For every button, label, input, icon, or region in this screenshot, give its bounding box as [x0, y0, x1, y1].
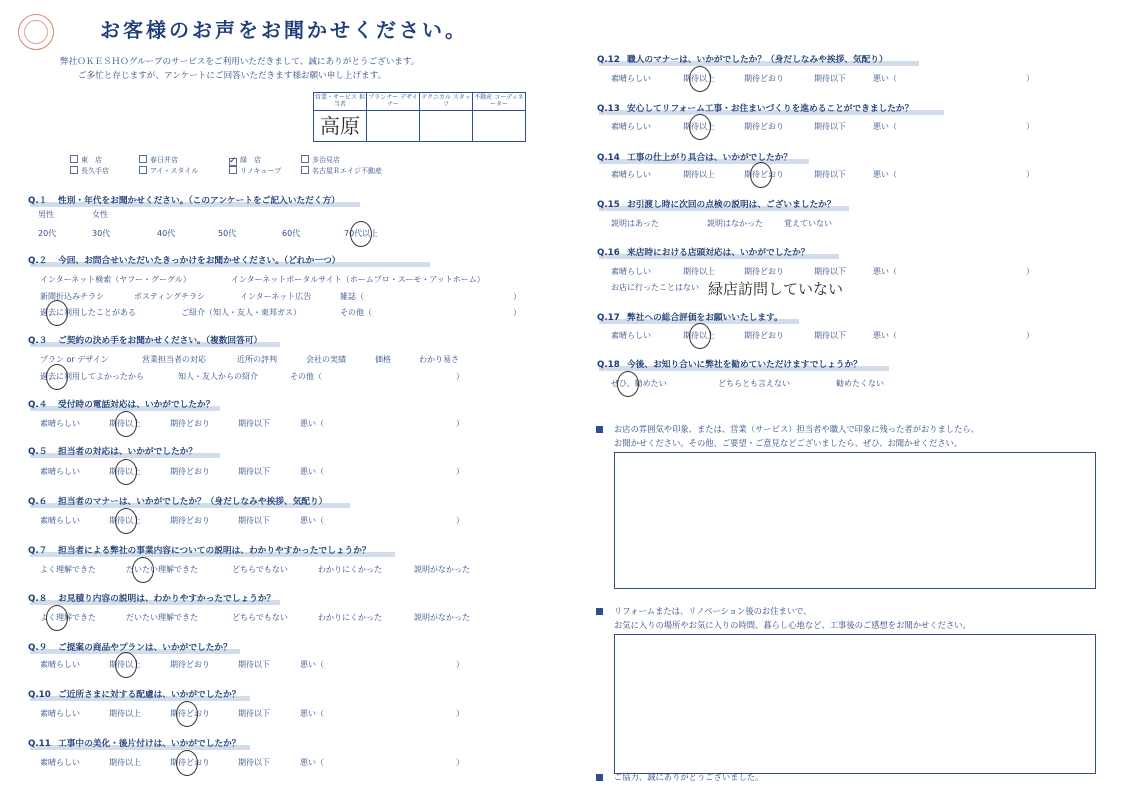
question-number: Q.９	[28, 643, 48, 653]
answer-option[interactable]: 知人・友人からの紹介	[178, 372, 258, 381]
staff-name-cell[interactable]	[367, 111, 420, 142]
answer-option[interactable]: 説明はなかった	[707, 219, 763, 228]
answer-option[interactable]: 期待以上	[109, 467, 141, 476]
question-text: 弊社への総合評価をお願いいたします。	[627, 313, 783, 323]
question-number: Q.８	[28, 594, 48, 604]
store-option-label: 緑 店	[240, 156, 261, 164]
question-number: Q.17	[597, 313, 620, 323]
staff-table	[313, 92, 526, 142]
hand-drawn-circle	[176, 750, 198, 776]
answer-option[interactable]: 期待以上	[683, 267, 715, 276]
question-heading	[28, 737, 240, 749]
bullet-square	[596, 426, 603, 433]
question-number: Q.７	[28, 546, 48, 556]
checkbox[interactable]	[70, 155, 78, 163]
question-text: 性別・年代をお聞かせください。（このアンケートをご記入いただく方）	[58, 196, 340, 206]
question-heading	[28, 334, 262, 346]
answer-option[interactable]: 素晴らしい	[611, 331, 651, 340]
question-number: Q.４	[28, 400, 48, 410]
footer-thanks: ご協力、誠にありがとうございました。	[614, 772, 764, 782]
question-number: Q.５	[28, 447, 48, 457]
intro-line-1: 弊社ＯＫＥＳＨＯグループのサービスをご利用いただきまして、誠にありがとうございます。	[60, 57, 420, 67]
answer-option[interactable]: ）	[456, 372, 464, 381]
answer-option[interactable]: 期待どおり	[170, 419, 210, 428]
answer-option[interactable]: 説明がなかった	[414, 565, 470, 574]
answer-option[interactable]: 期待以上	[683, 170, 715, 179]
store-option[interactable]	[139, 155, 178, 165]
question-text: 安心してリフォーム工事・お住まいづくりを進めることができましたか？	[627, 104, 914, 114]
store-option-label: 名古屋Ｒエイジ不動産	[312, 167, 382, 175]
checkbox[interactable]	[70, 166, 78, 174]
store-option-label: 春日井店	[150, 156, 178, 164]
question-text: お見積り内容の説明は、わかりやすかったでしょうか？	[58, 594, 276, 604]
question-text: 今回、お問合せいただいたきっかけをお聞かせください。（どれか一つ）	[58, 256, 341, 266]
hanko-stamp	[18, 14, 54, 50]
staff-name-cell[interactable]	[473, 111, 526, 142]
bullet-square	[596, 774, 603, 781]
answer-option[interactable]: その他（	[290, 372, 322, 381]
question-text: 担当者の対応は、いかがでしたか？	[58, 447, 197, 457]
answer-option[interactable]: 悪い（	[873, 122, 897, 131]
checkbox[interactable]	[139, 155, 147, 163]
answer-option[interactable]: 説明はあった	[611, 219, 659, 228]
answer-option[interactable]: 期待以下	[238, 419, 270, 428]
checkbox[interactable]	[139, 166, 147, 174]
question-number: Q.18	[597, 360, 620, 370]
store-option-label: 長久手店	[81, 167, 109, 175]
answer-option[interactable]: その他（	[340, 308, 372, 317]
answer-option[interactable]: 期待どおり	[744, 170, 784, 179]
page-title: お客様のお声をお聞かせください。	[100, 18, 468, 42]
answer-option[interactable]: 悪い（	[300, 709, 324, 718]
answer-option[interactable]: 覚えていない	[784, 219, 832, 228]
answer-option[interactable]: 価格	[375, 355, 391, 364]
answer-option[interactable]: ポスティングチラシ	[134, 292, 206, 301]
question-number: Q.12	[597, 55, 620, 65]
answer-option[interactable]: 期待以下	[814, 170, 846, 179]
answer-option[interactable]: 60代	[282, 229, 301, 238]
store-option[interactable]	[301, 155, 340, 165]
answer-option[interactable]: 期待以下	[814, 267, 846, 276]
hand-drawn-circle	[115, 652, 137, 678]
answer-option[interactable]: 期待以上	[683, 331, 715, 340]
answer-option[interactable]: 期待以上	[683, 74, 715, 83]
store-option[interactable]	[301, 166, 382, 176]
store-option-label: リノキューブ	[240, 167, 282, 175]
question-number: Q.６	[28, 497, 48, 507]
answer-option[interactable]: 過去に利用してよかったから	[40, 372, 144, 381]
answer-option[interactable]: お店に行ったことはない	[611, 283, 699, 292]
answer-option[interactable]: 男性	[38, 210, 54, 219]
question-heading	[28, 688, 240, 700]
question-heading	[28, 194, 340, 206]
checkbox[interactable]	[301, 155, 309, 163]
hand-drawn-circle	[689, 66, 711, 92]
answer-option[interactable]: 悪い（	[300, 758, 324, 767]
hand-drawn-circle	[689, 323, 711, 349]
answer-option[interactable]: 過去に利用したことがある	[40, 308, 136, 317]
answer-option[interactable]: ）	[456, 758, 464, 767]
handwritten-staff-name: 高原	[320, 114, 360, 138]
question-heading	[28, 445, 197, 457]
answer-option[interactable]: ぜひ、勧めたい	[611, 379, 667, 388]
question-heading	[28, 254, 340, 266]
answer-option[interactable]: 素晴らしい	[40, 419, 80, 428]
answer-option[interactable]: インターネット検索（ヤフー・グーグル）	[40, 275, 191, 284]
answer-option[interactable]: ）	[513, 308, 521, 317]
question-text: 受付時の電話対応は、いかがでしたか？	[58, 400, 215, 410]
comment-1-line-2: お聞かせください。その他、ご要望・ご意見などございましたら、ぜひ、お聞かせください。	[614, 438, 963, 448]
answer-option[interactable]: 期待以上	[109, 516, 141, 525]
store-option-label: アイ・スタイル	[150, 167, 199, 175]
store-option[interactable]	[229, 155, 261, 166]
question-text: 担当者のマナーは、いかがでしたか？（身だしなみや挨拶、気配り）	[58, 497, 328, 507]
checkbox[interactable]	[301, 166, 309, 174]
question-number: Q.３	[28, 336, 48, 346]
store-option[interactable]	[139, 166, 198, 176]
question-text: ご提案の商品やプランは、いかがでしたか？	[58, 643, 232, 653]
hand-drawn-circle	[46, 605, 68, 631]
answer-option[interactable]: プラン or デザイン	[40, 355, 109, 364]
question-text: 来店時における店頭対応は、いかがでしたか？	[627, 248, 810, 258]
question-text: 今後、お知り合いに弊社を勧めていただけますでしょうか？	[627, 360, 862, 370]
answer-option[interactable]: ）	[456, 709, 464, 718]
question-heading	[28, 398, 214, 410]
question-number: Q.13	[597, 104, 620, 114]
answer-option[interactable]: ）	[1026, 331, 1034, 340]
answer-option[interactable]: だいたい理解できた	[126, 613, 198, 622]
answer-option[interactable]: どちらとも言えない	[718, 379, 790, 388]
store-option[interactable]	[70, 155, 102, 165]
question-number: Q.２	[28, 256, 48, 266]
answer-option[interactable]: ）	[1026, 122, 1034, 131]
answer-option[interactable]: ）	[1026, 170, 1034, 179]
answer-option[interactable]: 期待どおり	[170, 516, 210, 525]
answer-option[interactable]: 期待以上	[109, 419, 141, 428]
answer-option[interactable]: ）	[1026, 74, 1034, 83]
handwritten-note: 緑店訪問していない	[708, 280, 844, 298]
staff-name-cell[interactable]	[314, 111, 367, 142]
answer-option[interactable]: 悪い（	[300, 516, 324, 525]
answer-option[interactable]: 期待どおり	[170, 467, 210, 476]
checkbox[interactable]	[229, 166, 237, 174]
answer-option[interactable]: 近所の評判	[237, 355, 277, 364]
answer-option[interactable]: ）	[513, 292, 521, 301]
answer-option[interactable]: ）	[456, 516, 464, 525]
answer-option[interactable]: 70代以上	[344, 229, 379, 238]
answer-option[interactable]: 素晴らしい	[40, 516, 80, 525]
answer-option[interactable]: 期待以上	[109, 660, 141, 669]
question-heading	[597, 198, 836, 210]
answer-option[interactable]: 雑誌（	[340, 292, 364, 301]
answer-option[interactable]: 悪い（	[300, 467, 324, 476]
answer-option[interactable]: 素晴らしい	[40, 709, 80, 718]
hand-drawn-circle	[176, 701, 198, 727]
answer-option[interactable]: 期待以下	[238, 758, 270, 767]
answer-option[interactable]: 30代	[92, 229, 111, 238]
store-option-label: 東 店	[81, 156, 102, 164]
answer-option[interactable]: ）	[1026, 267, 1034, 276]
comment-1-box[interactable]	[614, 452, 1096, 589]
answer-option[interactable]: どちらでもない	[232, 565, 288, 574]
answer-option[interactable]: 期待以上	[683, 122, 715, 131]
staff-header: プランナー デザイナー	[367, 93, 420, 111]
question-text: ご契約の決め手をお聞かせください。（複数回答可）	[58, 336, 263, 346]
answer-option[interactable]: 会社の実績	[306, 355, 346, 364]
answer-option[interactable]: 期待どおり	[744, 74, 784, 83]
answer-option[interactable]: ）	[456, 467, 464, 476]
answer-option[interactable]: 素晴らしい	[611, 74, 651, 83]
question-heading	[597, 358, 862, 370]
hand-drawn-circle	[617, 371, 639, 397]
question-text: 職人のマナーは、いかがでしたか？（身だしなみや挨拶、気配り）	[627, 55, 888, 65]
answer-option[interactable]: 期待以下	[238, 516, 270, 525]
answer-option[interactable]: 悪い（	[873, 267, 897, 276]
answer-option[interactable]: 素晴らしい	[40, 758, 80, 767]
question-number: Q.11	[28, 739, 51, 749]
intro-line-2: ご多忙と存じますが、アンケートにご回答いただきます様お願い申し上げます。	[78, 71, 387, 81]
answer-option[interactable]: よく理解できた	[40, 565, 96, 574]
question-text: 担当者による弊社の事業内容についての説明は、わかりやすかったでしょうか？	[58, 546, 371, 556]
answer-option[interactable]: 素晴らしい	[611, 267, 651, 276]
question-text: 工事中の美化・後片付けは、いかがでしたか？	[58, 739, 241, 749]
answer-option[interactable]: 期待どおり	[170, 709, 210, 718]
question-heading	[597, 53, 888, 65]
answer-option[interactable]: 素晴らしい	[611, 170, 651, 179]
question-heading	[597, 102, 913, 114]
question-heading	[28, 592, 275, 604]
hand-drawn-circle	[115, 459, 137, 485]
answer-option[interactable]: 悪い（	[873, 74, 897, 83]
answer-option[interactable]: 期待どおり	[744, 122, 784, 131]
question-text: お引渡し時に次回の点検の説明は、ございましたか？	[627, 200, 836, 210]
answer-option[interactable]: ）	[456, 419, 464, 428]
staff-header: 不動産 コーディネーター	[473, 93, 526, 111]
hand-drawn-circle	[115, 508, 137, 534]
answer-option[interactable]: わかり易さ	[419, 355, 459, 364]
question-heading	[28, 495, 327, 507]
answer-option[interactable]: 期待以上	[109, 709, 141, 718]
comment-1-line-1: お店の雰囲気や印象、または、営業（サービス）担当者や職人で印象に残った者がおりましたら、	[614, 424, 980, 434]
comment-2-line-2: お気に入りの場所やお気に入りの時間、暮らし心地など、工事後のご感想をお聞かせください。	[614, 620, 971, 630]
answer-option[interactable]: 素晴らしい	[40, 467, 80, 476]
answer-option[interactable]: 悪い（	[873, 170, 897, 179]
answer-option[interactable]: 期待どおり	[170, 660, 210, 669]
hand-drawn-circle	[46, 364, 68, 390]
question-heading	[597, 246, 809, 258]
answer-option[interactable]: 悪い（	[873, 331, 897, 340]
answer-option[interactable]: 期待どおり	[170, 758, 210, 767]
answer-option[interactable]: 勧めたくない	[836, 379, 884, 388]
staff-header: テクニカル スタッフ	[420, 93, 473, 111]
question-text: 工事の仕上がり具合は、いかがでしたか？	[627, 153, 793, 163]
answer-option[interactable]: だいたい理解できた	[126, 565, 198, 574]
answer-option[interactable]: 期待以下	[814, 331, 846, 340]
answer-option[interactable]: インターネット広告	[240, 292, 312, 301]
answer-option[interactable]: わかりにくかった	[318, 565, 382, 574]
answer-option[interactable]: わかりにくかった	[318, 613, 382, 622]
answer-option[interactable]: 期待以下	[238, 467, 270, 476]
answer-option[interactable]: 素晴らしい	[40, 660, 80, 669]
answer-option[interactable]: ご紹介（知人・友人・東邦ガス）	[181, 308, 301, 317]
answer-option[interactable]: 20代	[38, 229, 57, 238]
question-number: Q.10	[28, 690, 51, 700]
checkbox[interactable]: ✓	[229, 156, 237, 166]
answer-option[interactable]: 期待以下	[814, 122, 846, 131]
answer-option[interactable]: 悪い（	[300, 419, 324, 428]
hand-drawn-circle	[46, 300, 68, 326]
hand-drawn-circle	[115, 411, 137, 437]
answer-option[interactable]: 期待以下	[814, 74, 846, 83]
answer-option[interactable]: よく理解できた	[40, 613, 96, 622]
answer-option[interactable]: 営業担当者の対応	[142, 355, 206, 364]
question-heading	[597, 311, 783, 323]
question-heading	[28, 641, 232, 653]
question-number: Q.14	[597, 153, 620, 163]
answer-option[interactable]: 期待以下	[238, 709, 270, 718]
answer-option[interactable]: 期待どおり	[744, 267, 784, 276]
question-number: Q.15	[597, 200, 620, 210]
store-option-label: 多治見店	[312, 156, 340, 164]
answer-option[interactable]: 40代	[157, 229, 176, 238]
answer-option[interactable]: 期待どおり	[744, 331, 784, 340]
answer-option[interactable]: 期待以上	[109, 758, 141, 767]
answer-option[interactable]: 50代	[218, 229, 237, 238]
answer-option[interactable]: 素晴らしい	[611, 122, 651, 131]
comment-2-line-1: リフォームまたは、リノベーション後のお住まいで、	[614, 606, 812, 616]
answer-option[interactable]: インターネットポータルサイト（ホームプロ・スーモ・アットホーム）	[231, 275, 485, 284]
comment-2-box[interactable]	[614, 634, 1096, 774]
answer-option[interactable]: 期待以下	[238, 660, 270, 669]
answer-option[interactable]: 新聞折込みチラシ	[40, 292, 104, 301]
question-number: Q.16	[597, 248, 620, 258]
staff-name-cell[interactable]	[420, 111, 473, 142]
staff-header: 営業・サービス 担当者	[314, 93, 367, 111]
question-number: Q.１	[28, 196, 48, 206]
store-option[interactable]	[70, 166, 109, 176]
hand-drawn-circle	[350, 221, 372, 247]
hand-drawn-circle	[132, 557, 154, 583]
answer-option[interactable]: 女性	[92, 210, 108, 219]
question-heading	[28, 544, 371, 556]
hand-drawn-circle	[689, 114, 711, 140]
answer-option[interactable]: ）	[456, 660, 464, 669]
answer-option[interactable]: 説明がなかった	[414, 613, 470, 622]
question-text: ご近所さまに対する配慮は、いかがでしたか？	[58, 690, 241, 700]
answer-option[interactable]: 悪い（	[300, 660, 324, 669]
answer-option[interactable]: どちらでもない	[232, 613, 288, 622]
store-option[interactable]	[229, 166, 281, 176]
hand-drawn-circle	[750, 162, 772, 188]
bullet-square	[596, 608, 603, 615]
